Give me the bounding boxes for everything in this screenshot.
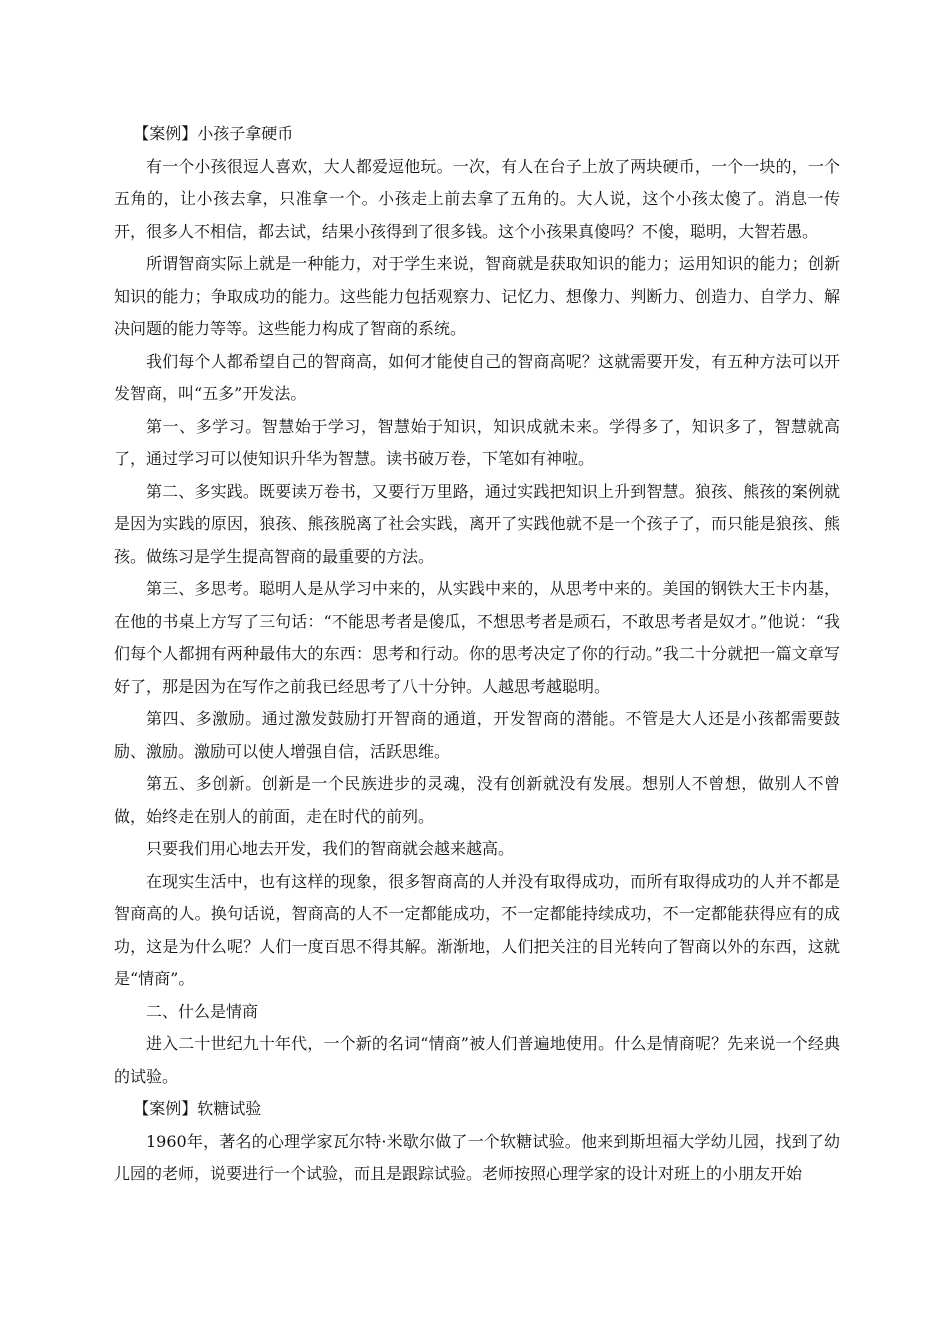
paragraph-iq-conclusion: 只要我们用心地去开发，我们的智商就会越来越高。 bbox=[146, 839, 515, 858]
paragraph-method-learning: 第一、多学习。智慧始于学习，智慧始于知识，知识成就未来。学得多了，知识多了，智慧就高了，通过学习可以使知识升华为智慧。读书破万卷，下笔如有神啦。 bbox=[114, 416, 840, 468]
case-heading-marshmallow: 【案例】软糖试验 bbox=[133, 1099, 262, 1118]
paragraph-five-more-intro: 我们每个人都希望自己的智商高，如何才能使自己的智商高呢？这就需要开发，有五种方法可以开发智商，叫“五多”开发法。 bbox=[114, 351, 840, 403]
paragraph-eq-intro: 进入二十世纪九十年代，一个新的名词“情商”被人们普遍地使用。什么是情商呢？先来说一个经典的试验。 bbox=[114, 1034, 840, 1086]
paragraph-iq-definition: 所谓智商实际上就是一种能力，对于学生来说，智商就是获取知识的能力；运用知识的能力；创新知识的能力；争取成功的能力。这些能力包括观察力、记忆力、想像力、判断力、创造力、自学力、解决问题的能力等等。这些能力构成了智商的系统。 bbox=[114, 254, 840, 338]
paragraph-method-practice: 第二、多实践。既要读万卷书，又要行万里路，通过实践把知识上升到智慧。狼孩、熊孩的案例就是因为实践的原因，狼孩、熊孩脱离了社会实践，离开了实践他就不是一个孩子了，而只能是狼孩、熊孩。做练习是学生提高智商的最重要的方法。 bbox=[114, 481, 840, 566]
paragraph-method-thinking: 第三、多思考。聪明人是从学习中来的，从实践中来的，从思考中来的。美国的钢铁大王卡内基，在他的书桌上方写了三句话：“不能思考者是傻瓜，不想思考者是顽石，不敢思考者是奴才。”他说：“我们每个人都拥有两种最伟大的东西：思考和行动。你的思考决定了你的行动。”我二十分就把一篇文章写好了，那是因为在写作之前我已经思考了八十分钟。人越思考越聪明。 bbox=[114, 579, 840, 696]
paragraph-method-innovation: 第五、多创新。创新是一个民族进步的灵魂，没有创新就没有发展。想别人不曾想，做别人不曾做，始终走在别人的前面，走在时代的前列。 bbox=[114, 774, 840, 826]
paragraph-marshmallow-story: 1960年，著名的心理学家瓦尔特·米歇尔做了一个软糖试验。他来到斯坦福大学幼儿园，找到了幼儿园的老师，说要进行一个试验，而且是跟踪试验。老师按照心理学家的设计对班上的小朋友开始 bbox=[114, 1131, 840, 1183]
document-page bbox=[114, 118, 840, 1191]
paragraph-method-motivation: 第四、多激励。通过激发鼓励打开智商的通道，开发智商的潜能。不管是大人还是小孩都需要鼓励、激励。激励可以使人增强自信，活跃思维。 bbox=[114, 709, 840, 761]
paragraph-coins-story: 有一个小孩很逗人喜欢，大人都爱逗他玩。一次，有人在台子上放了两块硬币，一个一块的，一个五角的，让小孩去拿，只准拿一个。小孩走上前去拿了五角的。大人说，这个小孩太傻了。消息一传开，很多人不相信，都去试，结果小孩得到了很多钱。这个小孩果真傻吗？不傻，聪明，大智若愚。 bbox=[114, 156, 840, 241]
paragraph-eq-transition: 在现实生活中，也有这样的现象，很多智商高的人并没有取得成功，而所有取得成功的人并不都是智商高的人。换句话说，智商高的人不一定都能成功，不一定都能持续成功，不一定都能获得应有的成功，这是为什么呢？人们一度百思不得其解。渐渐地，人们把关注的目光转向了智商以外的东西，这就是“情商”。 bbox=[114, 871, 840, 988]
case-heading-coins: 【案例】小孩子拿硬币 bbox=[133, 124, 294, 143]
section-heading-what-is-eq: 二、什么是情商 bbox=[146, 1001, 259, 1021]
